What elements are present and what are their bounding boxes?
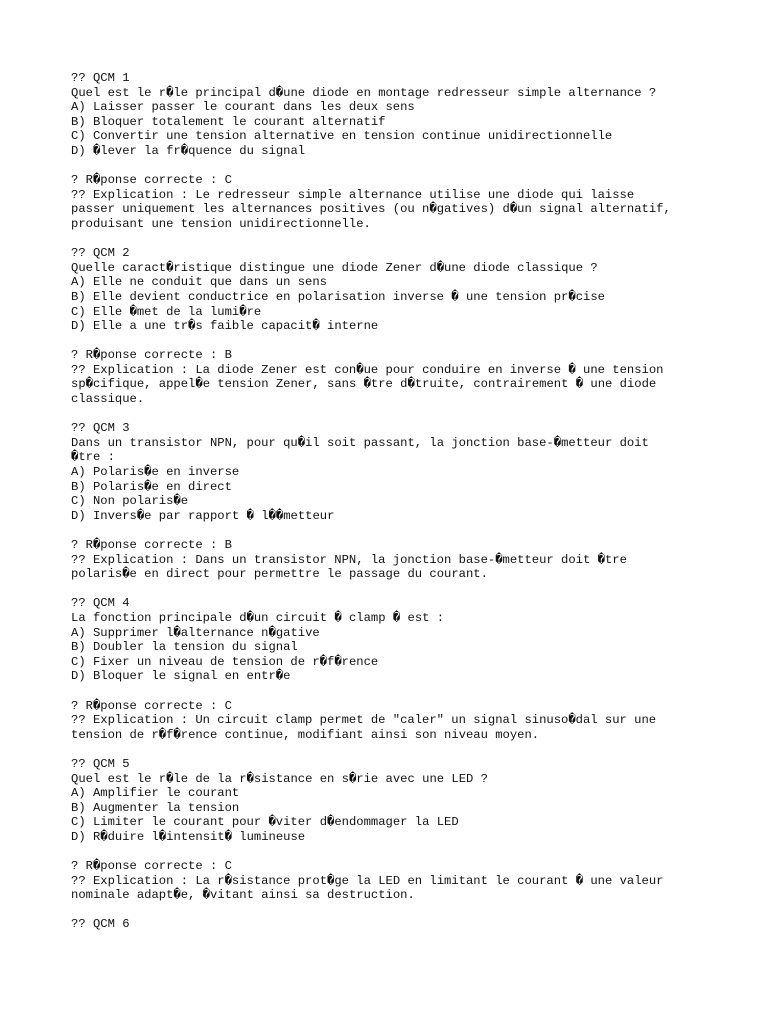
answer-option: C) Limiter le courant pour �viter d�endommager la LED <box>71 815 459 830</box>
answer-option: B) Polaris�e en direct <box>71 479 232 494</box>
correct-answer: ? R�ponse correcte : C <box>71 173 232 188</box>
blank-line <box>71 844 761 859</box>
correct-answer: ? R�ponse correcte : B <box>71 348 232 363</box>
correct-answer: ? R�ponse correcte : B <box>71 538 232 552</box>
blank-line <box>71 684 761 699</box>
answer-option: A) Elle ne conduit que dans un sens <box>71 275 327 290</box>
document-page <box>71 71 761 932</box>
blank-line <box>71 159 761 174</box>
text-line: Quel est le r�le de la r�sistance en s�rie avec une LED ? <box>71 771 488 786</box>
explanation-line: ?? Explication : Dans un transistor NPN, la jonction base-�metteur doit �tre <box>71 552 627 567</box>
answer-option: C) Convertir une tension alternative en tension continue unidirectionnelle <box>71 129 613 144</box>
question-heading: ?? QCM 6 <box>71 917 130 932</box>
question-heading: ?? QCM 4 <box>71 596 130 611</box>
answer-option: A) Supprimer l�alternance n�gative <box>71 625 320 640</box>
text-line: Dans un transistor NPN, pour qu�il soit passant, la jonction base-�metteur doit <box>71 435 649 450</box>
blank-line <box>71 742 761 757</box>
answer-option: C) Non polaris�e <box>71 494 189 509</box>
question-heading: ?? QCM 1 <box>71 71 130 85</box>
question-heading: ?? QCM 5 <box>71 756 130 771</box>
correct-answer: ? R�ponse correcte : C <box>71 859 232 874</box>
text-line: sp�cifique, appel�e tension Zener, sans �tre d�truite, contrairement � une diode <box>71 377 657 392</box>
correct-answer: ? R�ponse correcte : C <box>71 698 232 713</box>
explanation-line: ?? Explication : La diode Zener est con�ue pour conduire en inverse � une tension <box>71 362 664 377</box>
blank-line <box>71 582 761 597</box>
text-line: Quelle caract�ristique distingue une diode Zener d�une diode classique ? <box>71 260 598 275</box>
text-line: polaris�e en direct pour permettre le passage du courant. <box>71 567 488 582</box>
answer-option: A) Polaris�e en inverse <box>71 465 240 480</box>
answer-option: C) Elle �met de la lumi�re <box>71 304 262 319</box>
answer-option: B) Doubler la tension du signal <box>71 640 298 655</box>
answer-option: C) Fixer un niveau de tension de r�f�rence <box>71 654 379 669</box>
blank-line <box>71 903 761 918</box>
answer-option: D) �lever la fr�quence du signal <box>71 143 306 158</box>
answer-option: B) Augmenter la tension <box>71 800 240 815</box>
text-line: passer uniquement les alternances positives (ou n�gatives) d�un signal alternatif, <box>71 202 671 217</box>
explanation-line: ?? Explication : Le redresseur simple alternance utilise une diode qui laisse <box>71 187 635 202</box>
blank-line <box>71 232 761 247</box>
blank-line <box>71 334 761 349</box>
answer-option: A) Laisser passer le courant dans les deux sens <box>71 100 415 115</box>
answer-option: A) Amplifier le courant <box>71 786 240 801</box>
text-line: produisant une tension unidirectionnelle. <box>71 216 371 231</box>
answer-option: D) Bloquer le signal en entr�e <box>71 669 291 684</box>
text-line: Quel est le r�le principal d�une diode en montage redresseur simple alternance ? <box>71 85 657 100</box>
question-heading: ?? QCM 3 <box>71 421 130 436</box>
explanation-line: ?? Explication : Un circuit clamp permet de "caler" un signal sinuso�dal sur une <box>71 713 657 728</box>
blank-line <box>71 523 761 538</box>
answer-option: D) R�duire l�intensit� lumineuse <box>71 829 306 844</box>
text-line: tension de r�f�rence continue, modifiant ainsi son niveau moyen. <box>71 727 540 742</box>
text-line: nominale adapt�e, �vitant ainsi sa destruction. <box>71 888 415 903</box>
question-heading: ?? QCM 2 <box>71 246 130 261</box>
answer-option: B) Bloquer totalement le courant alternatif <box>71 114 386 129</box>
text-line: La fonction principale d�un circuit � clamp � est : <box>71 610 445 625</box>
answer-option: D) Elle a une tr�s faible capacit� interne <box>71 319 379 334</box>
explanation-line: ?? Explication : La r�sistance prot�ge la LED en limitant le courant � une valeur <box>71 873 664 888</box>
text-line: �tre : <box>71 450 115 465</box>
answer-option: D) Invers�e par rapport � l��metteur <box>71 508 335 523</box>
text-line: classique. <box>71 392 145 407</box>
blank-line <box>71 407 761 422</box>
answer-option: B) Elle devient conductrice en polarisation inverse � une tension pr�cise <box>71 289 605 304</box>
